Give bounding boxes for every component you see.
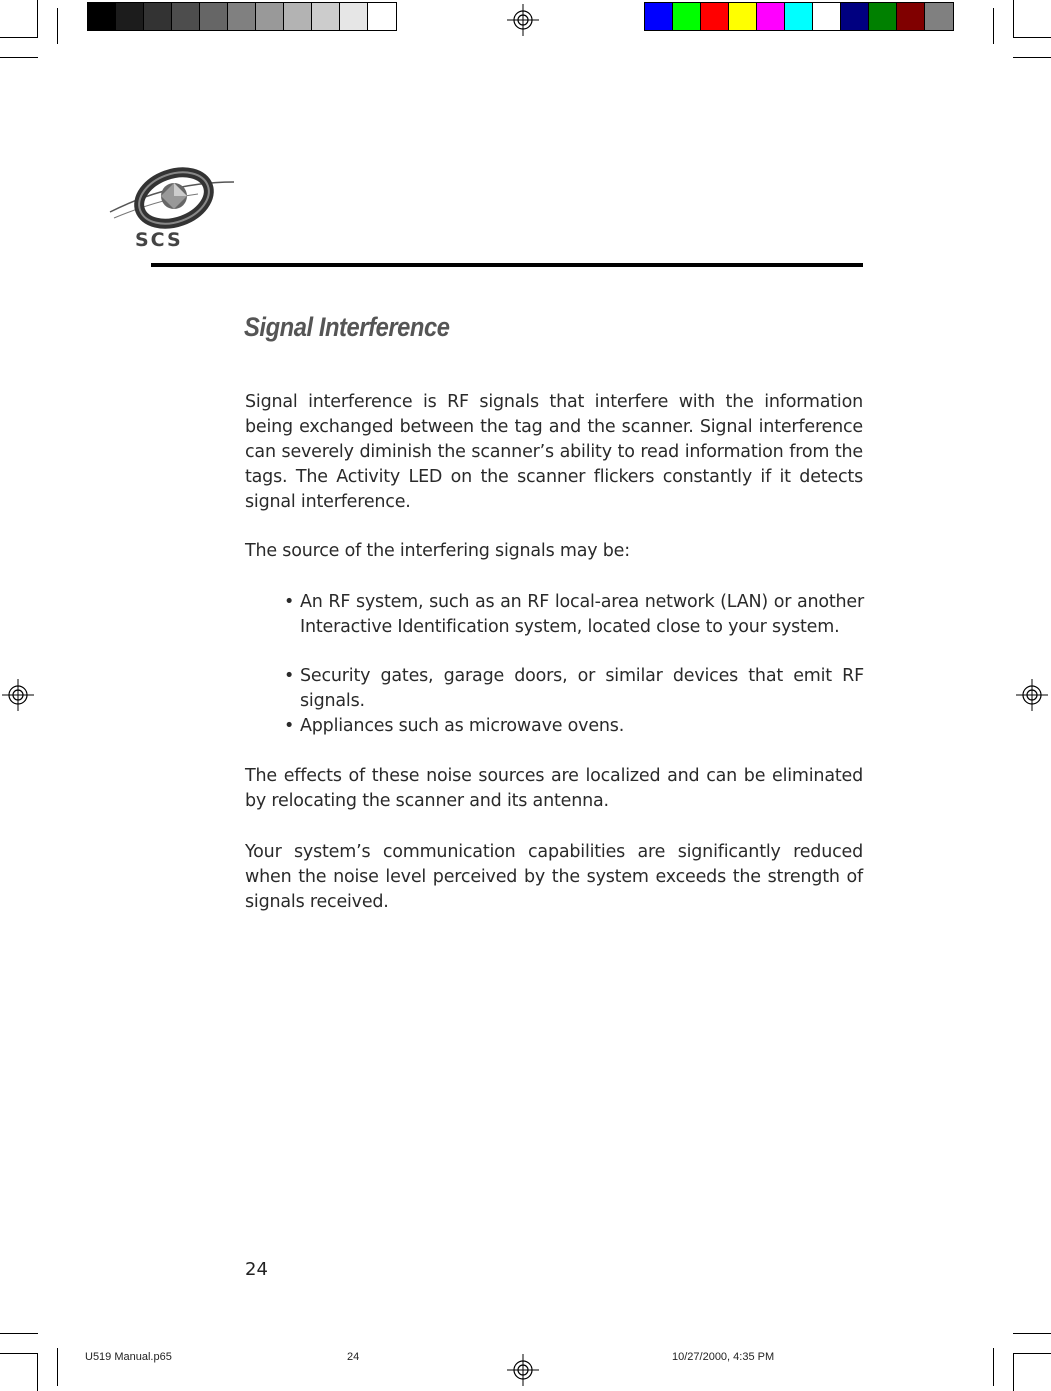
color-swatch bbox=[673, 3, 701, 30]
paragraph-capabilities: Your system’s communication capabilities are significantly reduced when the noise level perceived by the system exceeds the strength of signals received. bbox=[245, 842, 863, 912]
crop-mark bbox=[1013, 1333, 1051, 1334]
color-swatch bbox=[897, 3, 925, 30]
paragraph-source-intro: The source of the interfering signals may be: bbox=[245, 541, 630, 561]
section-title: Signal Interference bbox=[244, 312, 450, 342]
color-swatch bbox=[256, 3, 284, 30]
color-swatch bbox=[144, 3, 172, 30]
color-swatch bbox=[701, 3, 729, 30]
crop-mark bbox=[993, 8, 994, 44]
crop-mark bbox=[0, 1353, 38, 1354]
crop-mark bbox=[37, 0, 38, 38]
color-swatch bbox=[172, 3, 200, 30]
color-swatch bbox=[88, 3, 116, 30]
crop-mark bbox=[1013, 57, 1051, 58]
color-swatch bbox=[925, 3, 953, 30]
slug-page-number: 24 bbox=[347, 1351, 360, 1363]
color-swatch bbox=[368, 3, 396, 30]
crop-mark bbox=[0, 57, 38, 58]
color-swatch bbox=[785, 3, 813, 30]
color-swatch bbox=[729, 3, 757, 30]
color-swatch bbox=[869, 3, 897, 30]
logo-text: SCS bbox=[135, 229, 183, 250]
page-number: 24 bbox=[245, 1259, 268, 1280]
header-rule bbox=[151, 263, 863, 267]
list-item-text: Security gates, garage doors, or similar devices that emit RF signals. bbox=[300, 666, 864, 711]
list-item-text: Appliances such as microwave ovens. bbox=[300, 716, 625, 736]
color-swatch bbox=[813, 3, 841, 30]
color-swatch bbox=[340, 3, 368, 30]
crop-mark bbox=[1013, 37, 1051, 38]
registration-mark-icon bbox=[507, 4, 539, 36]
bullet-icon: • bbox=[284, 666, 295, 686]
registration-mark-icon bbox=[2, 679, 34, 711]
color-swatch bbox=[841, 3, 869, 30]
color-swatch bbox=[645, 3, 673, 30]
registration-mark-icon bbox=[1016, 679, 1048, 711]
crop-mark bbox=[993, 1348, 994, 1386]
paragraph-definition: Signal interference is RF signals that interfere with the information being exchanged between the tag and the scanner. Signal interference can severely diminish the scanner’s ability to read information from the tags. The Activity LED on the scanner flickers constantly if it detects signal interference. bbox=[245, 392, 863, 512]
bullet-icon: • bbox=[284, 592, 295, 612]
list-item bbox=[284, 664, 864, 714]
crop-mark bbox=[1013, 1353, 1014, 1391]
color-swatch bbox=[200, 3, 228, 30]
crop-mark bbox=[1013, 1353, 1051, 1354]
crop-mark bbox=[1013, 0, 1014, 38]
slug-timestamp: 10/27/2000, 4:35 PM bbox=[672, 1351, 775, 1363]
bullet-icon: • bbox=[284, 716, 295, 736]
crop-mark bbox=[57, 1348, 58, 1386]
registration-mark-icon bbox=[507, 1354, 539, 1386]
scs-logo-icon bbox=[108, 160, 238, 250]
list-item-text: An RF system, such as an RF local-area network (LAN) or another Interactive Identification system, located close to your system. bbox=[300, 592, 864, 637]
color-swatch bbox=[312, 3, 340, 30]
color-swatch bbox=[757, 3, 785, 30]
color-swatch bbox=[228, 3, 256, 30]
slug-filename: U519 Manual.p65 bbox=[85, 1351, 172, 1363]
list-item bbox=[284, 714, 864, 739]
crop-mark bbox=[37, 1353, 38, 1391]
color-calibration-bar bbox=[644, 2, 954, 31]
crop-mark bbox=[0, 37, 38, 38]
color-swatch bbox=[116, 3, 144, 30]
crop-mark bbox=[57, 8, 58, 44]
list-item bbox=[284, 590, 864, 640]
color-swatch bbox=[284, 3, 312, 30]
crop-mark bbox=[0, 1333, 38, 1334]
grayscale-calibration-bar bbox=[87, 2, 397, 31]
paragraph-localized-effects: The effects of these noise sources are localized and can be eliminated by relocating the scanner and its antenna. bbox=[245, 766, 863, 811]
